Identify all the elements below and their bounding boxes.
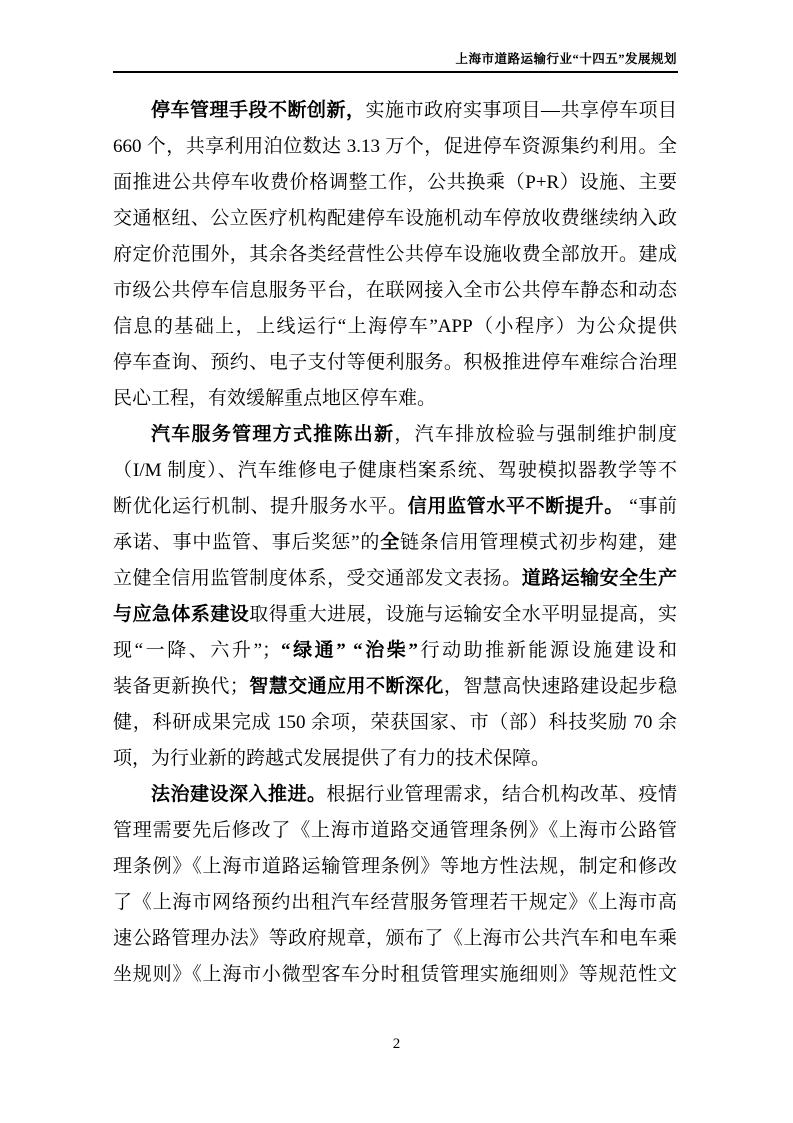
text-run: 速公路管理办法》等政府规章，颁布了《上海市公共汽车和电车乘 (113, 928, 677, 949)
text-run: 理条例》《上海市道路运输管理条例》等地方性法规，制定和修改 (113, 856, 677, 877)
text-line (113, 597, 677, 633)
bold-text-run: 汽车服务管理方式推陈出新 (151, 424, 395, 445)
text-run: 项，为行业新的跨越式发展提供了有力的技术保障。 (113, 748, 551, 769)
bold-text-run: 道路运输安全生产 (521, 568, 677, 589)
text-run: 坐规则》《上海市小微型客车分时租赁管理实施细则》等规范性文 (113, 964, 677, 985)
text-line (113, 237, 677, 273)
document-body (113, 93, 677, 993)
text-line (113, 417, 677, 453)
text-line (113, 669, 677, 705)
text-run: “事前 (623, 496, 677, 517)
text-run: 立健全信用监管制度体系，受交通部发文表扬。 (113, 568, 522, 589)
bold-text-run: 停车管理手段不断创新， (151, 100, 366, 121)
text-run: （I/M 制度）、汽车维修电子健康档案系统、驾驶模拟器教学等不 (113, 460, 677, 481)
text-run: 府定价范围外，其余各类经营性公共停车设施收费全部放开。建成 (113, 244, 677, 265)
text-run: 交通枢纽、公立医疗机构配建停车设施机动车停放收费继续纳入政 (113, 208, 677, 229)
text-line (113, 921, 677, 957)
header-rule (113, 71, 678, 73)
text-line (113, 165, 677, 201)
text-line (113, 381, 677, 417)
text-run: 660 个，共享利用泊位数达 3.13 万个，促进停车资源集约利用。全 (113, 136, 677, 157)
text-run: ，汽车排放检验与强制维护制度 (394, 424, 677, 445)
text-line (113, 777, 677, 813)
text-run: 取得重大进展，设施与运输安全水平明显提高，实 (249, 604, 677, 625)
text-run: ，智慧高快速路建设起步稳 (443, 676, 677, 697)
text-line (113, 489, 677, 525)
paragraph (113, 417, 677, 777)
text-line (113, 741, 677, 777)
text-line (113, 309, 677, 345)
text-run: 现“一降、六升”； (113, 640, 281, 661)
bold-text-run: 与应急体系建设 (113, 604, 250, 625)
text-line (113, 525, 677, 561)
bold-text-run: 法治建设深入推进。 (151, 784, 327, 805)
text-run: 根据行业管理需求，结合机构改革、疫情 (326, 784, 677, 805)
paragraph (113, 93, 677, 417)
text-run: 实施市政府实事项目—共享停车项目 (365, 100, 677, 121)
text-run: 停车查询、预约、电子支付等便利服务。积极推进停车难综合治理 (113, 352, 677, 373)
text-run: 装备更新换代； (113, 676, 249, 697)
text-run: 管理需要先后修改了《上海市道路交通管理条例》《上海市公路管 (113, 820, 677, 841)
bold-text-run: 智慧交通应用不断深化 (248, 676, 444, 697)
text-line (113, 633, 677, 669)
text-run: 承诺、事中监管、事后奖惩”的 (113, 532, 381, 553)
bold-text-run: 信用监管水平不断提升。 (407, 496, 624, 517)
text-line (113, 273, 677, 309)
bold-text-run: 全 (380, 532, 401, 553)
text-run: 断优化运行机制、提升服务水平。 (113, 496, 408, 517)
text-run: 了《上海市网络预约出租汽车经营服务管理若干规定》《上海市高 (113, 892, 677, 913)
paragraph (113, 777, 677, 993)
text-line (113, 93, 677, 129)
text-line (113, 561, 677, 597)
text-line (113, 345, 677, 381)
text-run: 行动助推新能源设施建设和 (417, 640, 677, 661)
text-run: 市级公共停车信息服务平台，在联网接入全市公共停车静态和动态 (113, 280, 677, 301)
page-number: 2 (392, 1036, 401, 1052)
text-line (113, 813, 677, 849)
text-run: 链条信用管理模式初步构建，建 (400, 532, 677, 553)
text-line (113, 129, 677, 165)
page-header-title: 上海市道路运输行业“十四五”发展规划 (455, 52, 677, 66)
text-run: 民心工程，有效缓解重点地区停车难。 (113, 388, 437, 409)
bold-text-run: “绿通” “治柴” (281, 640, 418, 661)
text-line (113, 885, 677, 921)
text-line (113, 957, 677, 993)
text-run: 面推进公共停车收费价格调整工作，公共换乘（P+R）设施、主要 (113, 172, 677, 193)
text-run: 健，科研成果完成 150 余项，荣获国家、市（部）科技奖励 70 余 (113, 712, 677, 733)
text-line (113, 453, 677, 489)
text-line (113, 201, 677, 237)
text-run: 信息的基础上，上线运行“上海停车”APP（小程序）为公众提供 (113, 316, 677, 337)
text-line (113, 849, 677, 885)
text-line (113, 705, 677, 741)
